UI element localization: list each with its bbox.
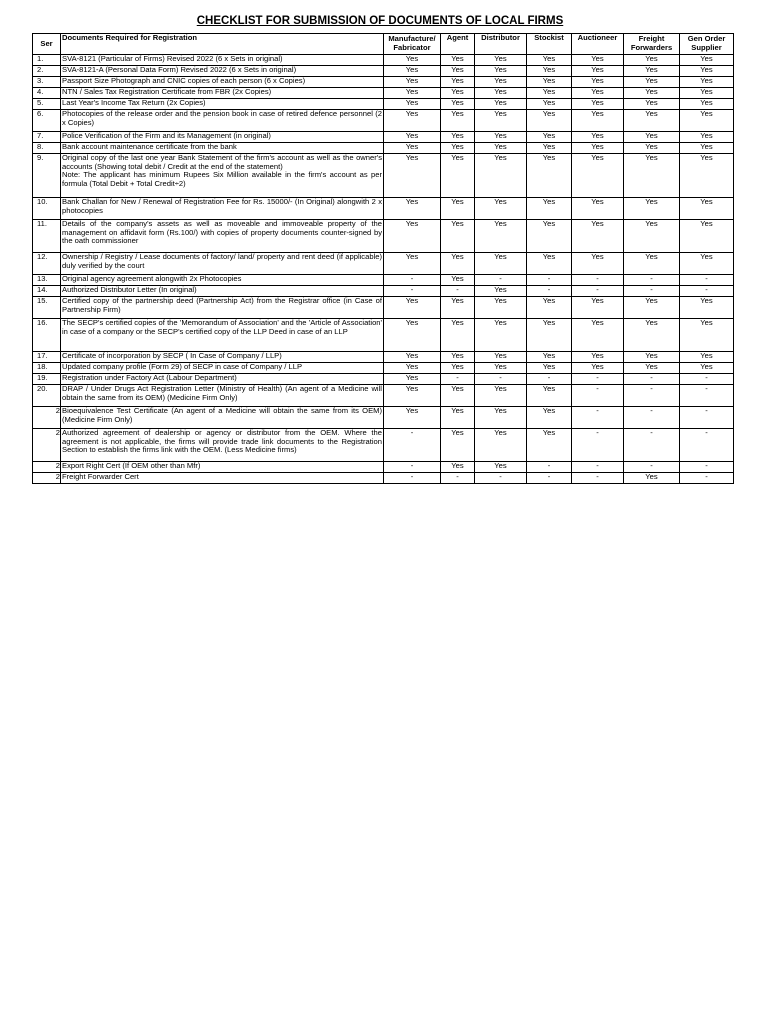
table-row [33, 275, 734, 286]
document-cell: Authorized Distributor Letter (In original) [61, 286, 384, 297]
value-cell-auctioneer: - [572, 275, 624, 286]
value-cell-distributor: Yes [475, 286, 527, 297]
value-cell-stockist: Yes [527, 429, 572, 462]
value-cell-manufacturer: Yes [384, 220, 441, 253]
value-cell-distributor: Yes [475, 253, 527, 275]
value-cell-distributor: Yes [475, 198, 527, 220]
serial-cell: 4. [33, 88, 61, 99]
document-cell: Ownership / Registry / Lease documents of factory/ land/ property and rent deed (if applicable) duly verified by the court [61, 253, 384, 275]
document-cell: The SECP's certified copies of the 'Memorandum of Association' and the 'Article of Association' in case of a company or the SECP's certified copy of the LLP Deed in case of an LLP [61, 319, 384, 352]
value-cell-agent: Yes [441, 154, 475, 198]
value-cell-distributor: Yes [475, 55, 527, 66]
value-cell-stockist: Yes [527, 110, 572, 132]
value-cell-distributor: - [475, 374, 527, 385]
value-cell-manufacturer: Yes [384, 77, 441, 88]
document-cell: NTN / Sales Tax Registration Certificate from FBR (2x Copies) [61, 88, 384, 99]
value-cell-manufacturer: - [384, 286, 441, 297]
page-title: CHECKLIST FOR SUBMISSION OF DOCUMENTS OF LOCAL FIRMS [196, 15, 564, 27]
value-cell-stockist: Yes [527, 363, 572, 374]
table-row [33, 198, 734, 220]
value-cell-auctioneer: Yes [572, 253, 624, 275]
value-cell-auctioneer: Yes [572, 55, 624, 66]
document-cell: Registration under Factory Act (Labour Department) [61, 374, 384, 385]
value-cell-freight-forwarders: Yes [624, 220, 680, 253]
value-cell-distributor: - [475, 473, 527, 484]
serial-cell: 12. [33, 253, 61, 275]
serial-cell: 5. [33, 99, 61, 110]
table-row [33, 297, 734, 319]
value-cell-gen-order-supplier: - [680, 473, 734, 484]
serial-cell: 19. [33, 374, 61, 385]
document-cell: Passport Size Photograph and CNIC copies of each person (6 x Copies) [61, 77, 384, 88]
value-cell-stockist: - [527, 286, 572, 297]
value-cell-gen-order-supplier: - [680, 286, 734, 297]
value-cell-freight-forwarders: Yes [624, 88, 680, 99]
value-cell-agent: Yes [441, 99, 475, 110]
document-cell: Export Right Cert (If OEM other than Mfr) [61, 462, 384, 473]
value-cell-freight-forwarders: - [624, 385, 680, 407]
value-cell-stockist: - [527, 374, 572, 385]
document-cell: SVA-8121-A (Personal Data Form) Revised 2022 (6 x Sets in original) [61, 66, 384, 77]
table-row [33, 55, 734, 66]
value-cell-agent: Yes [441, 198, 475, 220]
value-cell-freight-forwarders: - [624, 286, 680, 297]
serial-cell: 11. [33, 220, 61, 253]
value-cell-manufacturer: Yes [384, 88, 441, 99]
value-cell-manufacturer: - [384, 473, 441, 484]
value-cell-agent: Yes [441, 319, 475, 352]
value-cell-agent: - [441, 374, 475, 385]
value-cell-agent: Yes [441, 220, 475, 253]
value-cell-auctioneer: Yes [572, 77, 624, 88]
value-cell-stockist: Yes [527, 220, 572, 253]
value-cell-distributor: Yes [475, 352, 527, 363]
serial-cell: 7. [33, 132, 61, 143]
value-cell-agent: Yes [441, 429, 475, 462]
document-cell: Freight Forwarder Cert [61, 473, 384, 484]
table-row [33, 220, 734, 253]
value-cell-stockist: Yes [527, 143, 572, 154]
value-cell-manufacturer: - [384, 429, 441, 462]
table-row [33, 407, 734, 429]
value-cell-distributor: Yes [475, 99, 527, 110]
value-cell-manufacturer: Yes [384, 385, 441, 407]
document-cell: Bank account maintenance certificate from the bank [61, 143, 384, 154]
value-cell-stockist: Yes [527, 253, 572, 275]
value-cell-freight-forwarders: Yes [624, 55, 680, 66]
document-cell: Photocopies of the release order and the pension book in case of retired defence personnel (2 x Copies) [61, 110, 384, 132]
serial-cell: 14. [33, 286, 61, 297]
value-cell-agent: Yes [441, 352, 475, 363]
serial-cell: 1. [33, 55, 61, 66]
table-row [33, 99, 734, 110]
value-cell-stockist: - [527, 473, 572, 484]
value-cell-freight-forwarders: Yes [624, 132, 680, 143]
table-row [33, 319, 734, 352]
value-cell-manufacturer: Yes [384, 55, 441, 66]
value-cell-stockist: Yes [527, 198, 572, 220]
header-distributor: Distributor [475, 34, 527, 55]
value-cell-auctioneer: Yes [572, 143, 624, 154]
value-cell-gen-order-supplier: - [680, 275, 734, 286]
value-cell-gen-order-supplier: Yes [680, 198, 734, 220]
value-cell-auctioneer: Yes [572, 198, 624, 220]
serial-cell: 2 [33, 473, 61, 484]
value-cell-freight-forwarders: - [624, 429, 680, 462]
value-cell-manufacturer: Yes [384, 198, 441, 220]
value-cell-manufacturer: Yes [384, 297, 441, 319]
value-cell-agent: Yes [441, 55, 475, 66]
value-cell-freight-forwarders: - [624, 462, 680, 473]
value-cell-auctioneer: - [572, 374, 624, 385]
value-cell-freight-forwarders: Yes [624, 110, 680, 132]
value-cell-distributor: Yes [475, 220, 527, 253]
serial-cell: 2 [33, 429, 61, 462]
header-freight-forwarders: Freight Forwarders [624, 34, 680, 55]
value-cell-auctioneer: - [572, 385, 624, 407]
value-cell-agent: Yes [441, 462, 475, 473]
table-header-row [33, 34, 734, 55]
value-cell-gen-order-supplier: Yes [680, 132, 734, 143]
value-cell-stockist: Yes [527, 77, 572, 88]
value-cell-stockist: Yes [527, 297, 572, 319]
table-row [33, 385, 734, 407]
header-agent: Agent [441, 34, 475, 55]
serial-cell: 20. [33, 385, 61, 407]
value-cell-manufacturer: Yes [384, 352, 441, 363]
table-row [33, 374, 734, 385]
document-cell: Updated company profile (Form 29) of SECP in case of Company / LLP [61, 363, 384, 374]
document-cell: Authorized agreement of dealership or agency or distributor from the OEM. Where the agreement is not applicable, the firms will provide trade link documents to the Registration Section to establish the firms link with the OEM. (Less Medicine firms) [61, 429, 384, 462]
value-cell-stockist: Yes [527, 319, 572, 352]
serial-cell: 10. [33, 198, 61, 220]
value-cell-manufacturer: Yes [384, 99, 441, 110]
value-cell-freight-forwarders: Yes [624, 352, 680, 363]
table-row [33, 286, 734, 297]
value-cell-freight-forwarders: Yes [624, 66, 680, 77]
value-cell-distributor: Yes [475, 143, 527, 154]
value-cell-freight-forwarders: - [624, 374, 680, 385]
value-cell-stockist: - [527, 275, 572, 286]
value-cell-freight-forwarders: Yes [624, 363, 680, 374]
serial-cell: 3. [33, 77, 61, 88]
value-cell-auctioneer: Yes [572, 363, 624, 374]
header-stockist: Stockist [527, 34, 572, 55]
value-cell-agent: Yes [441, 88, 475, 99]
value-cell-distributor: Yes [475, 407, 527, 429]
value-cell-gen-order-supplier: - [680, 374, 734, 385]
table-row [33, 429, 734, 462]
serial-cell: 2. [33, 66, 61, 77]
value-cell-distributor: Yes [475, 319, 527, 352]
document-cell: SVA-8121 (Particular of Firms) Revised 2022 (6 x Sets in original) [61, 55, 384, 66]
value-cell-auctioneer: Yes [572, 88, 624, 99]
value-cell-auctioneer: - [572, 286, 624, 297]
value-cell-gen-order-supplier: Yes [680, 110, 734, 132]
value-cell-freight-forwarders: Yes [624, 297, 680, 319]
value-cell-agent: Yes [441, 297, 475, 319]
value-cell-manufacturer: Yes [384, 154, 441, 198]
value-cell-gen-order-supplier: - [680, 385, 734, 407]
value-cell-distributor: Yes [475, 297, 527, 319]
serial-cell: 17. [33, 352, 61, 363]
value-cell-stockist: Yes [527, 55, 572, 66]
value-cell-agent: - [441, 473, 475, 484]
value-cell-stockist: - [527, 462, 572, 473]
value-cell-manufacturer: Yes [384, 110, 441, 132]
value-cell-auctioneer: - [572, 462, 624, 473]
value-cell-auctioneer: - [572, 473, 624, 484]
value-cell-manufacturer: - [384, 462, 441, 473]
document-cell: Last Year's Income Tax Return (2x Copies) [61, 99, 384, 110]
value-cell-distributor: - [475, 275, 527, 286]
value-cell-distributor: Yes [475, 462, 527, 473]
table-row [33, 363, 734, 374]
document-cell: Details of the company's assets as well as moveable and immoveable property of the management on affidavit form (Rs.100/) with copies of property documents counter-signed by the oath commissioner [61, 220, 384, 253]
value-cell-manufacturer: Yes [384, 132, 441, 143]
serial-cell: 16. [33, 319, 61, 352]
value-cell-auctioneer: Yes [572, 132, 624, 143]
table-row [33, 473, 734, 484]
value-cell-agent: Yes [441, 143, 475, 154]
value-cell-agent: Yes [441, 110, 475, 132]
value-cell-agent: Yes [441, 132, 475, 143]
value-cell-gen-order-supplier: Yes [680, 352, 734, 363]
value-cell-manufacturer: - [384, 275, 441, 286]
value-cell-manufacturer: Yes [384, 143, 441, 154]
table-row [33, 132, 734, 143]
table-row [33, 154, 734, 198]
value-cell-agent: Yes [441, 363, 475, 374]
serial-cell: 15. [33, 297, 61, 319]
document-cell: Certificate of incorporation by SECP ( In Case of Company / LLP) [61, 352, 384, 363]
value-cell-stockist: Yes [527, 352, 572, 363]
value-cell-distributor: Yes [475, 154, 527, 198]
value-cell-manufacturer: Yes [384, 363, 441, 374]
value-cell-gen-order-supplier: Yes [680, 319, 734, 352]
value-cell-auctioneer: - [572, 407, 624, 429]
value-cell-auctioneer: Yes [572, 110, 624, 132]
value-cell-manufacturer: Yes [384, 374, 441, 385]
serial-cell: 8. [33, 143, 61, 154]
value-cell-freight-forwarders: Yes [624, 253, 680, 275]
value-cell-stockist: Yes [527, 132, 572, 143]
value-cell-gen-order-supplier: Yes [680, 253, 734, 275]
value-cell-manufacturer: Yes [384, 253, 441, 275]
value-cell-distributor: Yes [475, 110, 527, 132]
value-cell-gen-order-supplier: - [680, 407, 734, 429]
header-documents: Documents Required for Registration [61, 34, 384, 55]
value-cell-distributor: Yes [475, 66, 527, 77]
value-cell-distributor: Yes [475, 363, 527, 374]
header-gen-order-supplier: Gen Order Supplier [680, 34, 734, 55]
value-cell-gen-order-supplier: Yes [680, 99, 734, 110]
value-cell-agent: Yes [441, 385, 475, 407]
value-cell-auctioneer: Yes [572, 220, 624, 253]
value-cell-gen-order-supplier: - [680, 429, 734, 462]
serial-cell: 2 [33, 462, 61, 473]
document-cell: Bioequivalence Test Certificate (An agent of a Medicine will obtain the same from its OEM) (Medicine Firm Only) [61, 407, 384, 429]
value-cell-auctioneer: Yes [572, 297, 624, 319]
table-row [33, 462, 734, 473]
value-cell-distributor: Yes [475, 132, 527, 143]
table-body [33, 55, 734, 484]
checklist-table [32, 33, 734, 484]
value-cell-gen-order-supplier: Yes [680, 66, 734, 77]
header-manufacturer: Manufacture/ Fabricator [384, 34, 441, 55]
document-cell: Original agency agreement alongwith 2x Photocopies [61, 275, 384, 286]
value-cell-stockist: Yes [527, 99, 572, 110]
document-cell: Certified copy of the partnership deed (Partnership Act) from the Registrar office (in Case of Partnership Firm) [61, 297, 384, 319]
value-cell-freight-forwarders: Yes [624, 99, 680, 110]
value-cell-distributor: Yes [475, 429, 527, 462]
value-cell-gen-order-supplier: Yes [680, 297, 734, 319]
value-cell-freight-forwarders: Yes [624, 143, 680, 154]
value-cell-manufacturer: Yes [384, 319, 441, 352]
value-cell-freight-forwarders: - [624, 275, 680, 286]
document-cell: Bank Challan for New / Renewal of Registration Fee for Rs. 15000/- (In Original) alongwith 2 x photocopies [61, 198, 384, 220]
value-cell-distributor: Yes [475, 77, 527, 88]
value-cell-stockist: Yes [527, 88, 572, 99]
value-cell-stockist: Yes [527, 154, 572, 198]
value-cell-auctioneer: - [572, 429, 624, 462]
value-cell-manufacturer: Yes [384, 66, 441, 77]
table-row [33, 66, 734, 77]
value-cell-stockist: Yes [527, 66, 572, 77]
value-cell-agent: Yes [441, 253, 475, 275]
table-row [33, 110, 734, 132]
value-cell-agent: Yes [441, 407, 475, 429]
table-row [33, 352, 734, 363]
document-cell: Police Verification of the Firm and its Management (in original) [61, 132, 384, 143]
value-cell-gen-order-supplier: Yes [680, 55, 734, 66]
header-ser: Ser [33, 34, 61, 55]
value-cell-freight-forwarders: Yes [624, 77, 680, 88]
value-cell-gen-order-supplier: Yes [680, 363, 734, 374]
value-cell-stockist: Yes [527, 385, 572, 407]
table-row [33, 253, 734, 275]
document-cell: DRAP / Under Drugs Act Registration Letter (Ministry of Health) (An agent of a Medicine will obtain the same from its OEM) (Medicine Firm Only) [61, 385, 384, 407]
value-cell-gen-order-supplier: Yes [680, 88, 734, 99]
table-row [33, 77, 734, 88]
document-cell: Original copy of the last one year Bank Statement of the firm's account as well as the owner's accounts (Showing total debit / Credit at the end of the statement) Note: The applicant has minimum Rupees Six Million available in the firm's account as per formula (Total Debit + Total Credit÷2) [61, 154, 384, 198]
value-cell-gen-order-supplier: Yes [680, 220, 734, 253]
serial-cell: 18. [33, 363, 61, 374]
value-cell-distributor: Yes [475, 88, 527, 99]
table-row [33, 143, 734, 154]
value-cell-auctioneer: Yes [572, 154, 624, 198]
value-cell-gen-order-supplier: Yes [680, 154, 734, 198]
value-cell-freight-forwarders: Yes [624, 319, 680, 352]
value-cell-freight-forwarders: Yes [624, 198, 680, 220]
serial-cell: 13. [33, 275, 61, 286]
value-cell-freight-forwarders: - [624, 407, 680, 429]
serial-cell: 9. [33, 154, 61, 198]
value-cell-auctioneer: Yes [572, 319, 624, 352]
value-cell-auctioneer: Yes [572, 99, 624, 110]
serial-cell: 6. [33, 110, 61, 132]
value-cell-auctioneer: Yes [572, 66, 624, 77]
value-cell-stockist: Yes [527, 407, 572, 429]
serial-cell: 2 [33, 407, 61, 429]
value-cell-agent: Yes [441, 275, 475, 286]
value-cell-freight-forwarders: Yes [624, 473, 680, 484]
value-cell-manufacturer: Yes [384, 407, 441, 429]
value-cell-distributor: Yes [475, 385, 527, 407]
value-cell-auctioneer: Yes [572, 352, 624, 363]
table-row [33, 88, 734, 99]
value-cell-gen-order-supplier: Yes [680, 77, 734, 88]
value-cell-agent: Yes [441, 66, 475, 77]
header-auctioneer: Auctioneer [572, 34, 624, 55]
value-cell-gen-order-supplier: Yes [680, 143, 734, 154]
value-cell-freight-forwarders: Yes [624, 154, 680, 198]
value-cell-gen-order-supplier: - [680, 462, 734, 473]
value-cell-agent: Yes [441, 77, 475, 88]
value-cell-agent: - [441, 286, 475, 297]
